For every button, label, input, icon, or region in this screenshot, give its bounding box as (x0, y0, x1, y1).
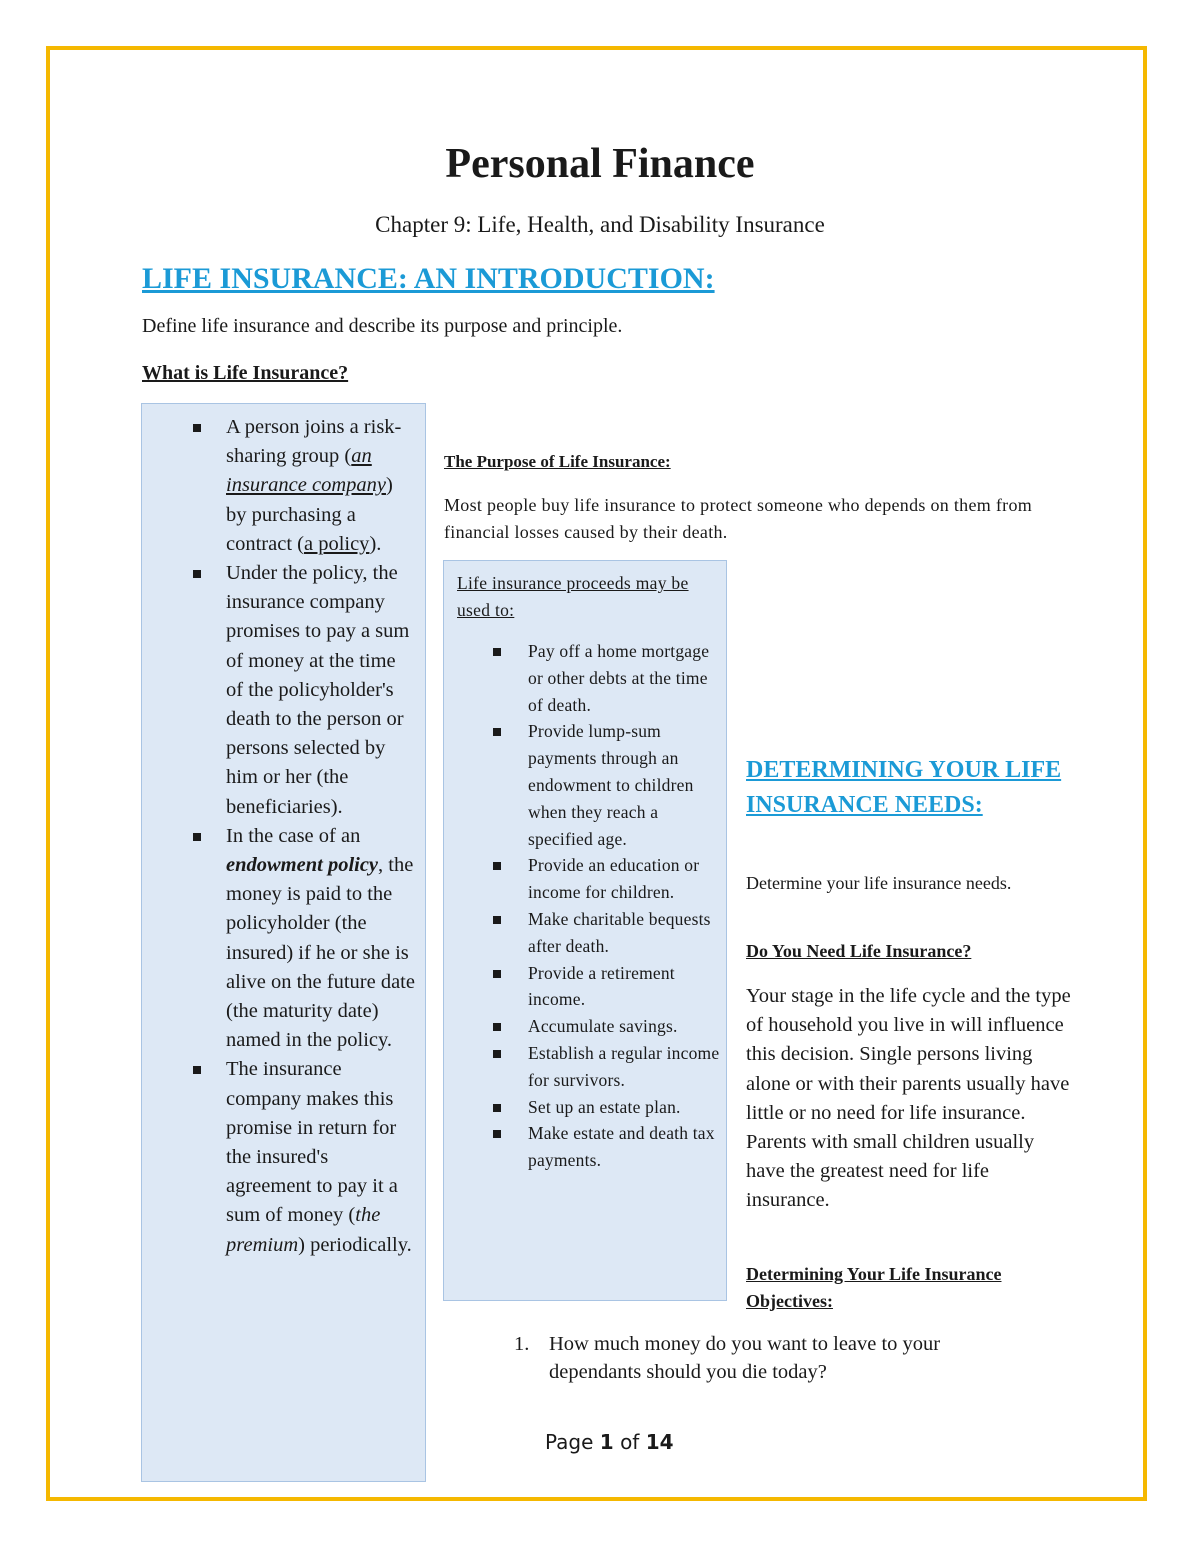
life-insurance-intro-heading: LIFE INSURANCE: AN INTRODUCTION: (142, 262, 715, 295)
determining-needs-heading: DETERMINING YOUR LIFE INSURANCE NEEDS: (746, 757, 1062, 818)
proceeds-heading: Life insurance proceeds may be used to: (457, 573, 689, 620)
determining-objective: Determine your life insurance needs. (746, 873, 1012, 893)
what-is-list (226, 413, 416, 1260)
list-item: The insurance company makes this promise in return for the insured's agreement to pay it a sum of money (the premium) periodically. (226, 1055, 416, 1259)
page-footer (545, 1430, 674, 1454)
do-you-need-heading: Do You Need Life Insurance? (746, 941, 972, 961)
chapter-subtitle: Chapter 9: Life, Health, and Disability Insurance (375, 212, 825, 237)
list-item: Make estate and death tax payments. (528, 1120, 723, 1174)
life-stage-text: Your stage in the life cycle and the type of household you live in will influence this decision. Single persons living alone or with their parents usually have little or no need for life insurance. Parents with small children usually have the greatest need for life insurance. (746, 985, 1071, 1212)
list-item: Set up an estate plan. (528, 1094, 723, 1121)
list-item: Provide a retirement income. (528, 960, 723, 1014)
list-item: A person joins a risk-sharing group (an insurance company) by purchasing a contract (a policy). (226, 413, 416, 559)
purpose-text: Most people buy life insurance to protect someone who depends on them from financial losses caused by their death. (444, 495, 1033, 542)
purpose-heading: The Purpose of Life Insurance: (444, 452, 671, 471)
page-word: Page (545, 1430, 594, 1454)
objectives-heading: Determining Your Life Insurance Objectives: (746, 1264, 1002, 1311)
question-number: 1. (514, 1333, 530, 1355)
intro-objective: Define life insurance and describe its purpose and principle. (142, 315, 623, 337)
list-item: In the case of an endowment policy, the money is paid to the policyholder (the insured) if he or she is alive on the future date (the maturity date) named in the policy. (226, 822, 416, 1056)
list-item: Accumulate savings. (528, 1013, 723, 1040)
list-item: Provide an education or income for children. (528, 852, 723, 906)
what-is-life-insurance-heading: What is Life Insurance? (142, 362, 349, 384)
document-title: Personal Finance (445, 141, 755, 187)
list-item: Make charitable bequests after death. (528, 906, 723, 960)
current-page: 1 (599, 1430, 614, 1454)
list-item: Pay off a home mortgage or other debts at the time of death. (528, 638, 723, 718)
of-word: of (620, 1430, 640, 1454)
total-pages: 14 (645, 1430, 674, 1454)
question-text: How much money do you want to leave to your dependants should you die today? (549, 1333, 941, 1383)
list-item: Provide lump-sum payments through an endowment to children when they reach a specified age. (528, 718, 723, 852)
list-item: Establish a regular income for survivors. (528, 1040, 723, 1094)
list-item: Under the policy, the insurance company promises to pay a sum of money at the time of the policyholder's death to the person or persons selected by him or her (the beneficiaries). (226, 559, 416, 822)
proceeds-list (528, 638, 723, 1174)
